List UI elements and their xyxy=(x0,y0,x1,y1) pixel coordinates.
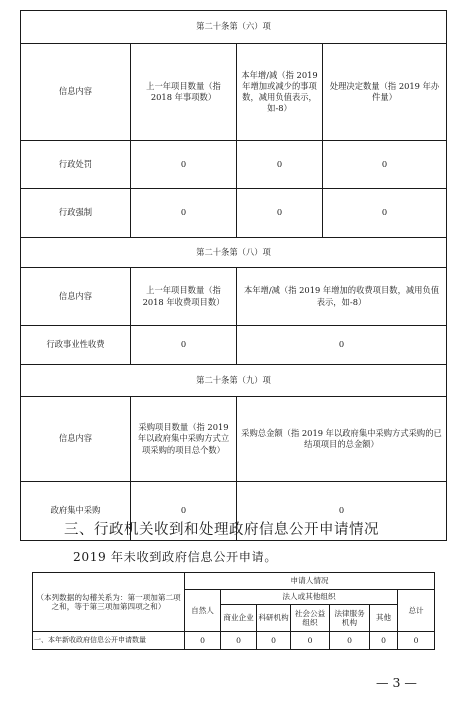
cell-value: 0 xyxy=(131,326,237,365)
header-change: 本年增/减（指 2019 年增加或减少的事项数，减用负值表示，如-8） xyxy=(237,44,323,141)
header-last-year-fee-count: 上一年项目数量（指 2018 年收费项目数） xyxy=(131,268,237,326)
table-row xyxy=(21,326,447,365)
row-label: 政府集中采购 xyxy=(21,482,131,541)
table-row xyxy=(33,632,435,650)
header-info-content: 信息内容 xyxy=(21,44,131,141)
row-label: 行政处罚 xyxy=(21,141,131,189)
note-cell: （本列数据的勾稽关系为：第一项加第二项之和，等于第三项加第四项之和） xyxy=(33,573,185,632)
row-label: 行政事业性收费 xyxy=(21,326,131,365)
cell-value: 0 xyxy=(131,189,237,238)
header-procurement-count: 采购项目数量（指 2019 年以政府集中采购方式立项采购的项目总个数） xyxy=(131,397,237,482)
cell-value: 0 xyxy=(291,632,330,650)
cell-value: 0 xyxy=(237,326,447,365)
disclosure-table xyxy=(20,10,447,541)
cell-value: 0 xyxy=(221,632,257,650)
table-row xyxy=(21,189,447,238)
article-9-title: 第二十条第（九）项 xyxy=(21,365,447,397)
cell-value: 0 xyxy=(257,632,291,650)
header-info-content: 信息内容 xyxy=(21,397,131,482)
cell-value: 0 xyxy=(398,632,435,650)
cell-value: 0 xyxy=(370,632,398,650)
sub-header-research: 科研机构 xyxy=(257,605,291,632)
sub-header-legal-service: 法律服务机构 xyxy=(330,605,370,632)
cell-value: 0 xyxy=(323,189,447,238)
page-number: — 3 — xyxy=(376,675,417,690)
total-header: 总计 xyxy=(398,590,435,632)
cell-value: 0 xyxy=(237,482,447,541)
row-label: 一、本年新收政府信息公开申请数量 xyxy=(33,632,185,650)
header-fee-change: 本年增/减（指 2019 年增加的收费项目数，减用负值表示，如-8） xyxy=(237,268,447,326)
sub-header-public-welfare: 社会公益组织 xyxy=(291,605,330,632)
header-decision-count: 处理决定数量（指 2019 年办件量） xyxy=(323,44,447,141)
section-paragraph: 2019 年未收到政府信息公开申请。 xyxy=(73,550,278,564)
cell-value: 0 xyxy=(237,189,323,238)
article-8-title: 第二十条第（八）项 xyxy=(21,238,447,268)
table-row xyxy=(21,141,447,189)
cell-value: 0 xyxy=(237,141,323,189)
application-table xyxy=(32,572,435,650)
cell-value: 0 xyxy=(330,632,370,650)
sub-header-business: 商业企业 xyxy=(221,605,257,632)
header-procurement-amount: 采购总金额（指 2019 年以政府集中采购方式采购的已结项项目的总金额） xyxy=(237,397,447,482)
cell-value: 0 xyxy=(323,141,447,189)
legal-group-header: 法人或其他组织 xyxy=(221,590,398,605)
row-label: 行政强制 xyxy=(21,189,131,238)
applicant-header: 申请人情况 xyxy=(185,573,435,590)
cell-value: 0 xyxy=(131,482,237,541)
header-info-content: 信息内容 xyxy=(21,268,131,326)
cell-value: 0 xyxy=(185,632,221,650)
article-6-title: 第二十条第（六）项 xyxy=(21,11,447,44)
cell-value: 0 xyxy=(131,141,237,189)
sub-header-other: 其他 xyxy=(370,605,398,632)
section-heading: 三、行政机关收到和处理政府信息公开申请情况 xyxy=(64,522,379,538)
natural-person-header: 自然人 xyxy=(185,590,221,632)
header-last-year-count: 上一年项目数量（指 2018 年事项数） xyxy=(131,44,237,141)
